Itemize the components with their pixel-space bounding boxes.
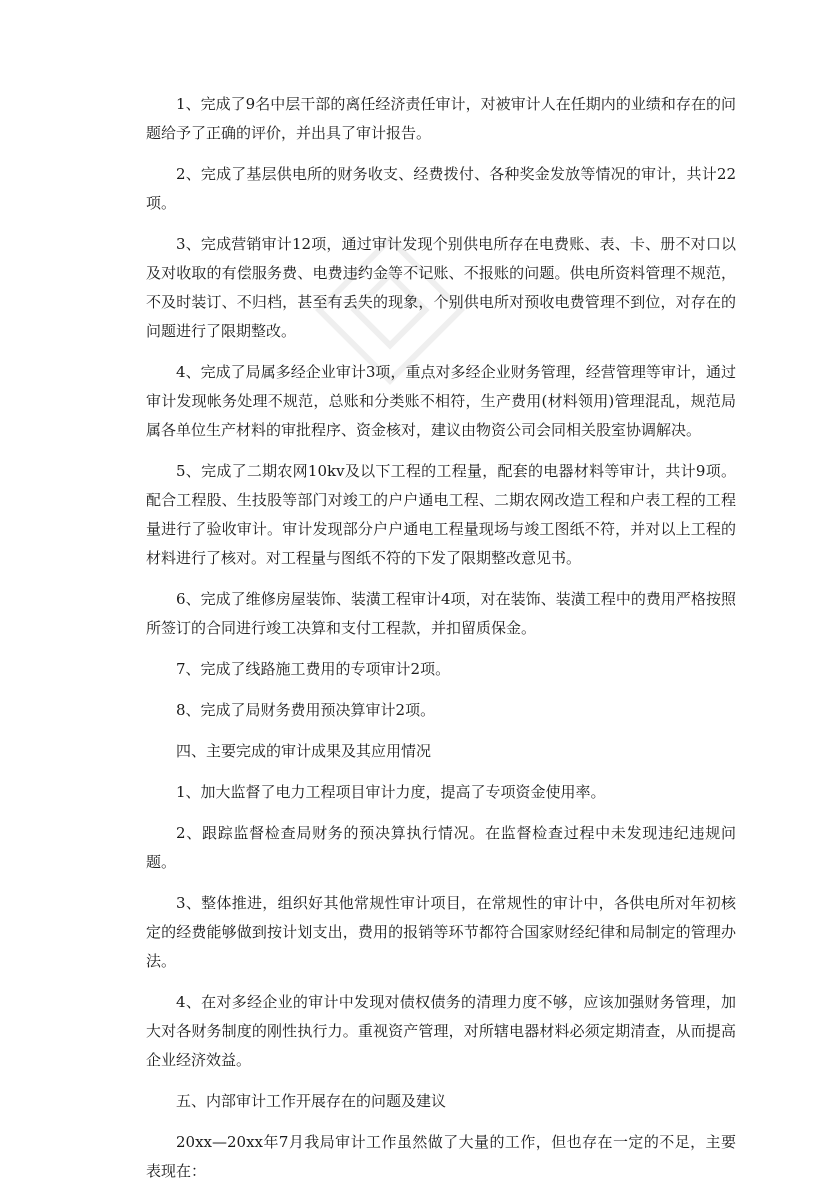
paragraph-audit-renovation: 6、完成了维修房屋装饰、装潢工程审计4项，对在装饰、装潢工程中的费用严格按照所签订的合同进行竣工决算和支付工程款，并扣留质保金。 (146, 590, 736, 637)
paragraph-audit-budget: 8、完成了局财务费用预决算审计2项。 (176, 701, 436, 719)
paragraph-audit-cadres: 1、完成了9名中层干部的离任经济责任审计，对被审计人在任期内的业绩和存在的问题给予了正确的评价，并出具了审计报告。 (146, 95, 736, 142)
paragraph-audit-rural-grid: 5、完成了二期农网10kv及以下工程的工程量，配套的电器材料等审计，共计9项。配合工程股、生技股等部门对竣工的户户通电工程、二期农网改造工程和户表工程的工程量进行了验收审计。审计发现部分户户通电工程量现场与竣工图纸不符，并对以上工程的材料进行了核对。对工程量与图纸不符的下发了限期整改意见书。 (146, 462, 736, 567)
paragraph-audit-power-stations: 2、完成了基层供电所的财务收支、经费拨付、各种奖金发放等情况的审计，共计22项。 (146, 165, 736, 212)
section-heading-achievements: 四、主要完成的审计成果及其应用情况 (176, 742, 432, 760)
paragraph-achievement-2: 2、跟踪监督检查局财务的预决算执行情况。在监督检查过程中未发现违纪违规问题。 (146, 824, 736, 871)
section-heading-problems: 五、内部审计工作开展存在的问题及建议 (176, 1092, 447, 1110)
paragraph-achievement-4: 4、在对多经企业的审计中发现对债权债务的清理力度不够，应该加强财务管理，加大对各财务制度的刚性执行力。重视资产管理，对所辖电器材料必须定期清查，从而提高企业经济效益。 (146, 993, 736, 1069)
paragraph-audit-line-construction: 7、完成了线路施工费用的专项审计2项。 (176, 660, 451, 678)
paragraph-problems-intro: 20xx—20xx年7月我局审计工作虽然做了大量的工作，但也存在一定的不足，主要表现在： (146, 1133, 736, 1180)
paragraph-audit-marketing: 3、完成营销审计12项，通过审计发现个别供电所存在电费账、表、卡、册不对口以及对收取的有偿服务费、电费违约金等不记账、不报账的问题。供电所资料管理不规范，不及时装订、不归档，甚至有丢失的现象，个别供电所对预收电费管理不到位，对存在的问题进行了限期整改。 (146, 235, 736, 340)
paragraph-achievement-1: 1、加大监督了电力工程项目审计力度，提高了专项资金使用率。 (176, 783, 606, 801)
document-body (146, 90, 736, 1198)
paragraph-audit-diversified-enterprises: 4、完成了局属多经企业审计3项，重点对多经企业财务管理，经营管理等审计，通过审计发现帐务处理不规范，总账和分类账不相符，生产费用(材料领用)管理混乱，规范局属各单位生产材料的审批程序、资金核对，建议由物资公司会同相关股室协调解决。 (146, 363, 736, 439)
paragraph-achievement-3: 3、整体推进，组织好其他常规性审计项目，在常规性的审计中，各供电所对年初核定的经费能够做到按计划支出，费用的报销等环节都符合国家财经纪律和局制定的管理办法。 (146, 894, 736, 970)
